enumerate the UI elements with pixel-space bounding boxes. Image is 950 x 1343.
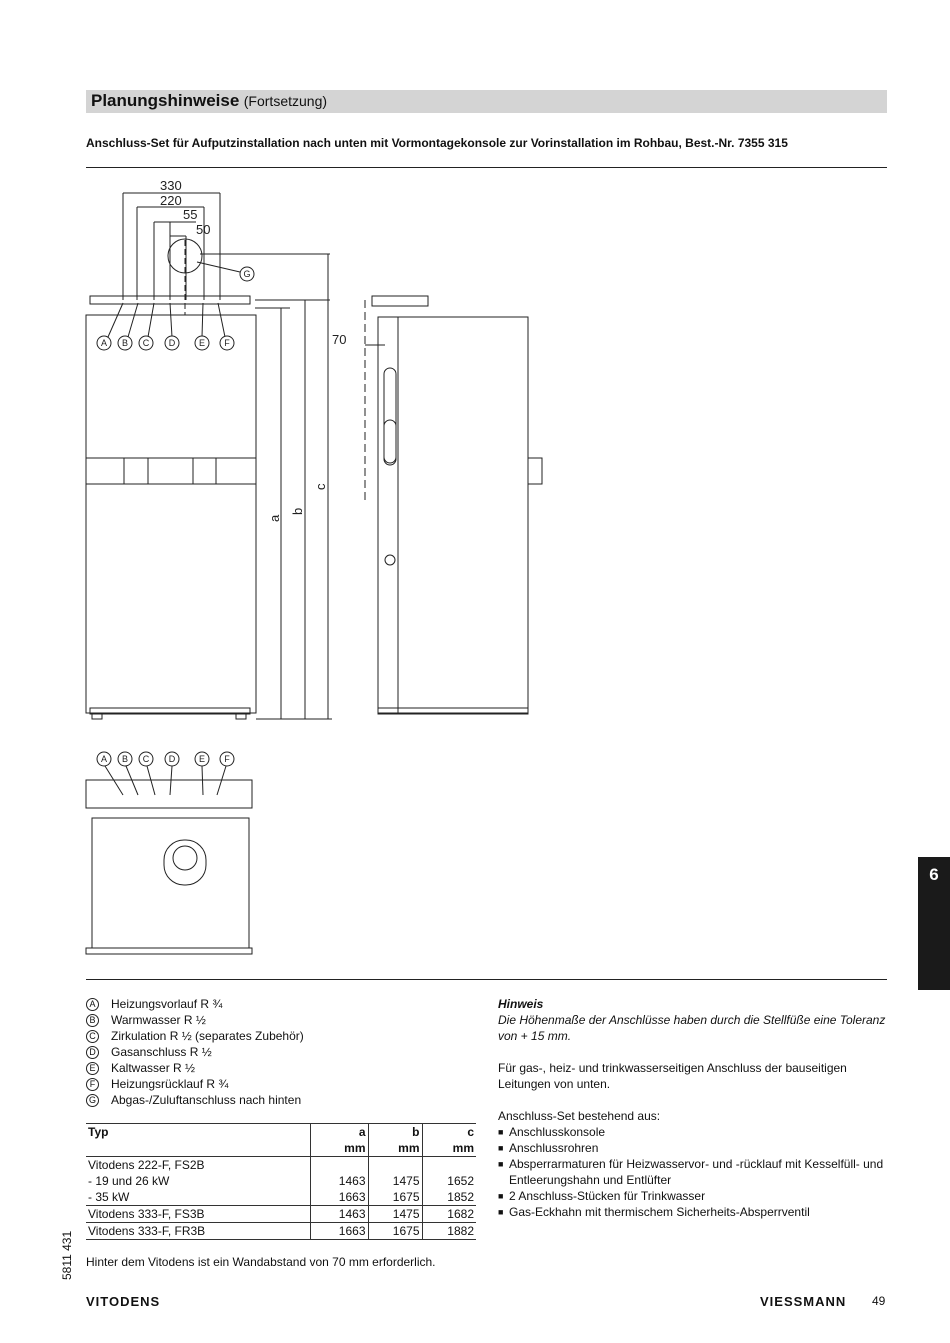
legend-text: Warmwasser R ½ [111,1013,206,1027]
legend-key: G [86,1094,99,1107]
dim-70: 70 [332,332,347,347]
list-item: ■ Gas-Eckhahn mit thermischem Sicherheits-Absperrventil [498,1204,888,1220]
legend-item [86,1028,386,1044]
cell-c: 1852 [422,1189,476,1206]
cell-b: 1475 [368,1173,422,1189]
table-unit-row [86,1140,476,1157]
list-title: Anschluss-Set bestehend aus: [498,1109,661,1123]
marker-d: D [168,338,176,348]
page-number: 49 [872,1294,886,1308]
marker-e: E [198,338,206,348]
marker-g: G [243,269,251,279]
marker-c: C [142,338,150,348]
list-item: ■ Absperrarmaturen für Heizwasservor- und -rücklauf mit Kesselfüll- und Entleerungshahn und Entlüfter [498,1156,888,1188]
legend-item [86,1060,386,1076]
legend-text: Kaltwasser R ½ [111,1061,196,1075]
dim-330: 330 [160,178,182,193]
legend-text: Heizungsvorlauf R ¾ [111,997,223,1011]
list-item: ■ Anschlussrohren [498,1140,888,1156]
list-item: ■ Anschlusskonsole [498,1124,888,1140]
legend [86,996,386,1108]
cell-b: 1675 [368,1223,422,1240]
cell-b: 1675 [368,1189,422,1206]
hinweis-paragraph: Für gas-, heiz- und trinkwasserseitigen Anschluss der bauseitigen Leitungen von unten. [498,1061,847,1091]
marker-group-bottom [97,752,234,766]
dim-220: 220 [160,193,182,208]
marker-a-bottom: A [100,754,108,764]
cell-c: 1652 [422,1173,476,1189]
hinweis-text: Die Höhenmaße der Anschlüsse haben durch die Stellfüße eine Toleranz von + 15 mm. [498,1013,886,1043]
marker-f-bottom: F [224,754,230,764]
marker-d-bottom: D [168,754,176,764]
height-label-b: b [290,507,305,515]
table-row [86,1173,476,1189]
height-label-c: c [313,483,328,490]
header-b: b [368,1124,422,1141]
legend-text: Abgas-/Zuluftanschluss nach hinten [111,1093,302,1107]
hinweis-title: Hinweis [498,997,544,1011]
legend-key: F [86,1078,99,1091]
cell-typ: - 19 und 26 kW [88,1174,170,1188]
cell-a: 1663 [310,1189,368,1206]
height-label-a: a [267,514,282,522]
legend-key: E [86,1062,99,1075]
legend-item [86,1012,386,1028]
cell-c: 1682 [422,1206,476,1223]
cell-typ: Vitodens 333-F, FS3B [86,1206,310,1223]
product-brand: VITODENS [86,1294,161,1309]
cell-a: 1663 [310,1223,368,1240]
table-header-row [86,1124,476,1141]
unit-b: mm [368,1140,422,1157]
dim-50: 50 [196,222,211,237]
table-row [86,1206,476,1223]
header-c: c [422,1124,476,1141]
legend-text: Gasanschluss R ½ [111,1045,212,1059]
viessmann-logo: VIESSMANN [760,1294,847,1309]
legend-text: Heizungsrücklauf R ¾ [111,1077,229,1091]
table-row [86,1223,476,1240]
cell-typ: - 35 kW [86,1189,310,1206]
chapter-tab: 6 [918,857,950,990]
legend-item [86,1044,386,1060]
section-title: Planungshinweise [91,91,240,110]
marker-e-bottom: E [198,754,206,764]
hinweis-column [498,996,888,1220]
cell-typ: Vitodens 222-F, FS2B [88,1158,205,1172]
cell-c: 1882 [422,1223,476,1240]
component-list [498,1124,888,1220]
cell-a: 1463 [310,1206,368,1223]
dim-55: 55 [183,207,198,222]
header-a: a [310,1124,368,1141]
divider-bottom [86,979,887,980]
table-row [86,1189,476,1206]
subtitle: Anschluss-Set für Aufputzinstallation nach unten mit Vormontagekonsole zur Vorinstallation im Rohbau, Best.-Nr. 7355 315 [86,136,788,150]
document-number: 5811 431 [60,1230,74,1280]
cell-a: 1463 [310,1173,368,1189]
unit-c: mm [422,1140,476,1157]
unit-a: mm [310,1140,368,1157]
marker-b-bottom: B [121,754,129,764]
cell-b [368,1157,422,1174]
cell-c [422,1157,476,1174]
wall-distance-note: Hinter dem Vitodens ist ein Wandabstand von 70 mm erforderlich. [86,1255,436,1269]
list-item: ■ 2 Anschluss-Stücken für Trinkwasser [498,1188,888,1204]
table-row [86,1157,476,1174]
marker-c-bottom: C [142,754,150,764]
section-title-suffix: (Fortsetzung) [243,93,328,109]
legend-key: D [86,1046,99,1059]
legend-key: B [86,1014,99,1027]
cell-b: 1475 [368,1206,422,1223]
marker-a: A [100,338,108,348]
marker-b: B [121,338,129,348]
legend-item [86,996,386,1012]
dimension-table [86,1123,476,1240]
marker-f: F [224,338,230,348]
legend-text: Zirkulation R ½ (separates Zubehör) [111,1029,304,1043]
legend-key: A [86,998,99,1011]
header-typ: Typ [86,1124,310,1141]
cell-typ: Vitodens 333-F, FR3B [86,1223,310,1240]
legend-item [86,1076,386,1092]
legend-key: C [86,1030,99,1043]
legend-item [86,1092,386,1108]
cell-a [310,1157,368,1174]
